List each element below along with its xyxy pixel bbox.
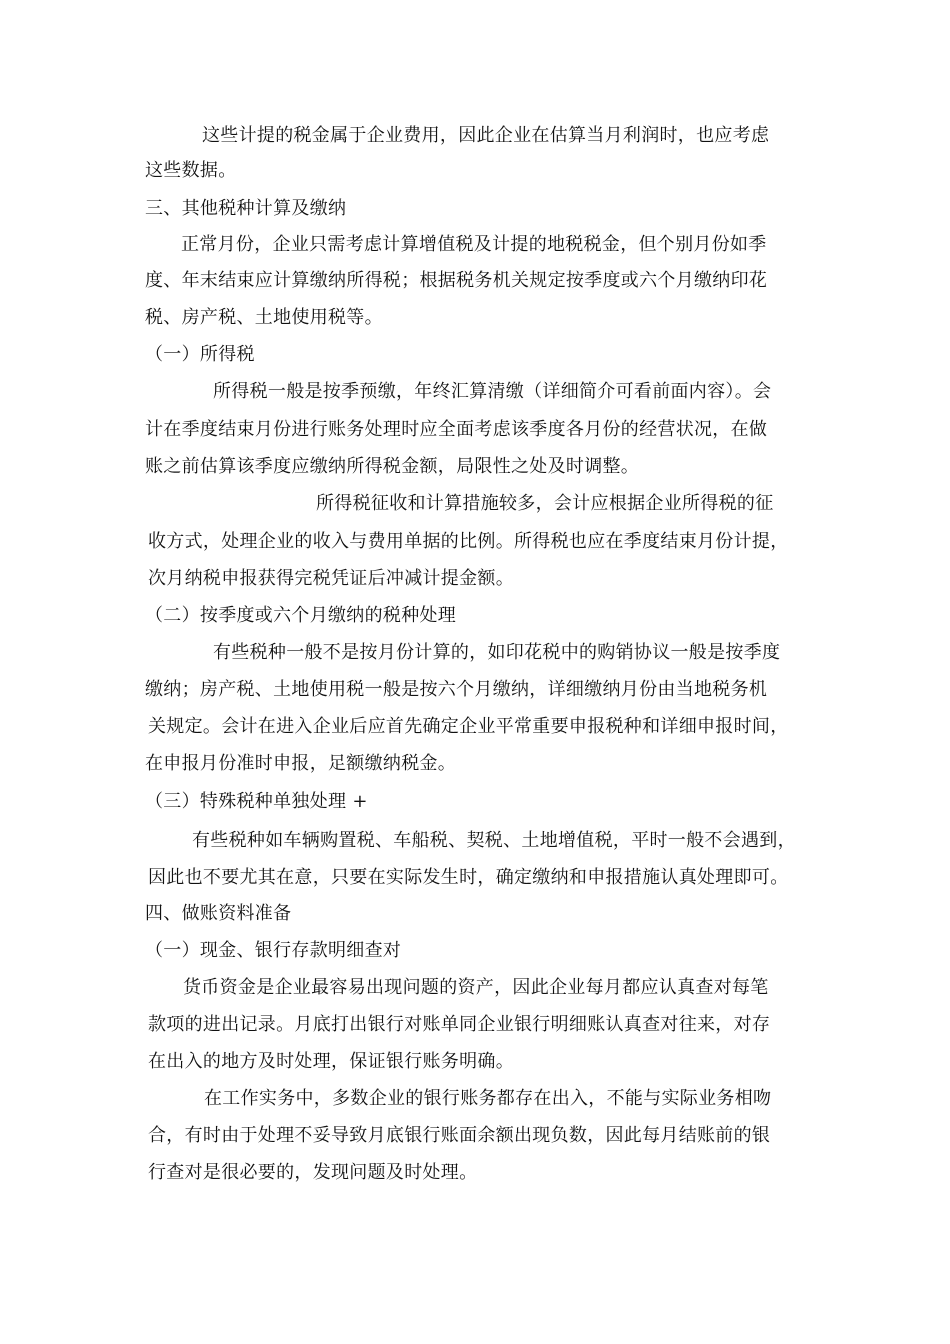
- section-heading: 三、其他税种计算及缴纳: [145, 198, 347, 219]
- subsection-heading: （一）现金、银行存款明细查对: [145, 940, 402, 961]
- paragraph-line: 账之前估算该季度应缴纳所得税金额，局限性之处及时调整。: [145, 456, 640, 477]
- paragraph-line: 收方式，处理企业的收入与费用单据的比例。所得税也应在季度结束月份计提，: [148, 531, 789, 552]
- paragraph-line: 有些税种如车辆购置税、车船税、契税、土地增值税，平时一般不会遇到，: [192, 830, 796, 851]
- subsection-heading: （三）特殊税种单独处理 +: [145, 791, 368, 812]
- paragraph-line: 所得税征收和计算措施较多，会计应根据企业所得税的征: [316, 493, 774, 514]
- subsection-heading: （二）按季度或六个月缴纳的税种处理: [145, 605, 457, 626]
- paragraph-line: 有些税种一般不是按月份计算的，如印花税中的购销协议一般是按季度: [213, 642, 781, 663]
- paragraph-line: 这些计提的税金属于企业费用，因此企业在估算当月利润时，也应考虑: [202, 125, 770, 146]
- paragraph-line: 在出入的地方及时处理，保证银行账务明确。: [148, 1051, 514, 1072]
- paragraph-line: 计在季度结束月份进行账务处理时应全面考虑该季度各月份的经营状况，在做: [145, 419, 768, 440]
- paragraph-line: 因此也不要尤其在意，只要在实际发生时，确定缴纳和申报措施认真处理即可。: [148, 867, 789, 888]
- paragraph-line: 货币资金是企业最容易出现问题的资产，因此企业每月都应认真查对每笔: [183, 977, 769, 998]
- paragraph-line: 所得税一般是按季预缴，年终汇算清缴（详细简介可看前面内容）。会: [213, 381, 772, 402]
- paragraph-line: 度、年末结束应计算缴纳所得税；根据税务机关规定按季度或六个月缴纳印花: [145, 270, 768, 291]
- paragraph-line: 合，有时由于处理不妥导致月底银行账面余额出现负数，因此每月结账前的银: [148, 1125, 771, 1146]
- section-heading: 四、做账资料准备: [145, 903, 292, 924]
- paragraph-line: 正常月份，企业只需考虑计算增值税及计提的地税税金，但个别月份如季: [181, 234, 767, 255]
- paragraph-line: 次月纳税申报获得完税凭证后冲减计提金额。: [148, 568, 514, 589]
- paragraph-line: 这些数据。: [145, 160, 237, 181]
- paragraph-line: 在申报月份准时申报，足额缴纳税金。: [145, 753, 457, 774]
- paragraph-line: 款项的进出记录。月底打出银行对账单同企业银行明细账认真查对往来，对存: [148, 1014, 771, 1035]
- paragraph-line: 在工作实务中，多数企业的银行账务都存在出入，不能与实际业务相吻: [204, 1088, 772, 1109]
- paragraph-line: 税、房产税、土地使用税等。: [145, 307, 383, 328]
- paragraph-line: 行查对是很必要的，发现问题及时处理。: [148, 1162, 478, 1183]
- paragraph-line: 关规定。会计在进入企业后应首先确定企业平常重要申报税种和详细申报时间，: [148, 716, 789, 737]
- paragraph-line: 缴纳；房产税、土地使用税一般是按六个月缴纳，详细缴纳月份由当地税务机: [145, 679, 768, 700]
- subsection-heading: （一）所得税: [145, 344, 255, 365]
